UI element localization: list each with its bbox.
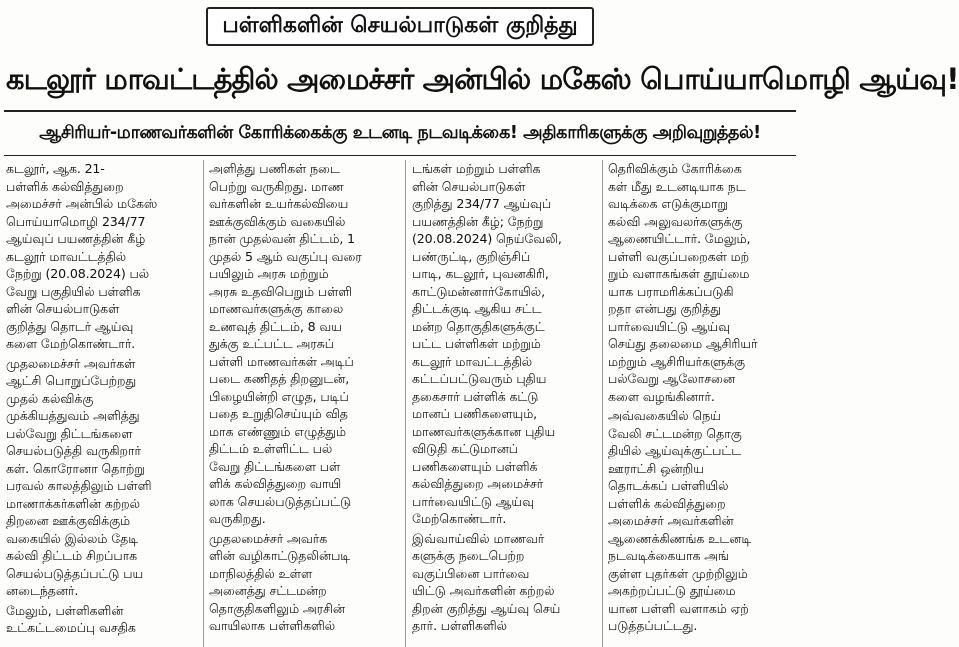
- article-line: குள்ள புதர்கள் முற்றிலும்: [608, 565, 748, 581]
- article-line: பள்ளி மாணவர்கள் அடிப்: [209, 353, 354, 369]
- article-line: உட்கட்டமைப்பு வசதிக: [6, 620, 136, 635]
- kicker-label: பள்ளிகளின் செயல்பாடுகள் குறித்து: [206, 7, 593, 46]
- article-line: றதா என்பது குறித்து: [608, 301, 721, 316]
- article-line: முதலமைச்சர் அவர்க: [209, 530, 328, 546]
- article-line: பதை உறுதிசெய்யும் வித: [209, 406, 348, 421]
- article-line: வேலி சட்டமன்ற தொகு: [608, 425, 742, 441]
- article-line: அவ்வகையில் நெய்: [608, 408, 721, 423]
- article-line: தகைசார் பள்ளிக் கட்டு: [412, 388, 539, 404]
- article-line: கல்வித்துறை அமைச்சர்: [412, 476, 544, 491]
- article-column-1: [6, 160, 194, 647]
- article-line: ளின் செயல்பாடுகள்: [6, 301, 120, 316]
- article-line: பயணத்தின் கீழ்; நேற்று: [412, 213, 544, 229]
- headline: கடலூர் மாவட்டத்தில் அமைச்சர் அன்பில் மகேஸ் பொய்யாமொழி ஆய்வு!: [6, 62, 959, 96]
- kicker-wrap: [0, 7, 800, 46]
- article-line: பல்வேறு திட்டங்களை: [6, 425, 133, 441]
- article-line: பாடி, கடலூர், புவனகிரி,: [412, 266, 549, 281]
- article-line: விடுதி கட்டுமானப்: [412, 441, 519, 456]
- column-divider: [405, 160, 406, 647]
- article-line: வகையில் இல்லம் தேடி: [6, 530, 139, 546]
- article-line: பணிகளையும் பள்ளிக்: [412, 458, 538, 474]
- article-line: கள். கொரோனா தொற்று: [6, 460, 145, 476]
- article-paragraph: [209, 530, 397, 635]
- article-line: ஆணைக்கிணங்க உடனடி: [608, 530, 752, 546]
- article-line: பல்வேறு ஆலோசனை: [608, 371, 736, 386]
- article-line: முதல் கல்விக்கு: [6, 390, 94, 406]
- article-line: கள் மீது உடனடியாக நட: [608, 178, 746, 194]
- article-line: செயல்படுத்தப்பட்டு பய: [6, 565, 144, 581]
- article-line: ஆட்சி பொறுப்பேற்றது: [6, 373, 137, 388]
- article-line: னடைந்தனர்.: [6, 583, 79, 598]
- article-line: குறித்து 234/77 ஆய்வுப்: [412, 196, 552, 211]
- article-line: படுத்தப்பட்டது.: [608, 618, 698, 633]
- article-line: நான் முதல்வன் திட்டம், 1: [209, 231, 355, 246]
- article-line: அளித்து பணிகள் நடை: [209, 161, 340, 176]
- article-line: தியில் ஆய்வுக்குட்பட்ட: [608, 443, 742, 458]
- article-line: மற்றும் ஆசிரியர்களுக்கு: [608, 353, 745, 369]
- article-line: ஆய்வுப் பயணத்தின் கீழ்: [6, 231, 146, 246]
- article-line: திட்டம் உள்ளிட்ட பல்: [209, 441, 333, 456]
- article-line: பரவல் காலத்திலும் பள்ளி: [6, 478, 152, 493]
- article-line: தொடக்கப் பள்ளியில்: [608, 478, 729, 493]
- article-line: வாயிலாக பள்ளிகளில்: [209, 618, 336, 633]
- article-line: களை மேற்கொண்டார்.: [6, 336, 136, 351]
- article-line: மேலும், பள்ளிகளின்: [6, 602, 124, 618]
- article-line: கட்டப்பட்டுவரும் புதிய: [412, 371, 547, 386]
- article-paragraph: [6, 355, 194, 600]
- article-paragraph: [6, 160, 194, 353]
- article-line: பண்ருட்டி, குறிஞ்சிப்: [412, 248, 531, 264]
- article-line: வேறு திட்டங்களை பள்: [209, 458, 341, 474]
- article-line: தெரிவிக்கும் கோரிக்கை: [608, 161, 742, 176]
- article-line: அரசு உதவிபெறும் பள்ளி: [209, 283, 353, 299]
- article-paragraph: [412, 530, 600, 635]
- subheadline: ஆசிரியர்-மாணவர்களின் கோரிக்கைக்கு உடனடி நடவடிக்கை! அதிகாரிகளுக்கு அறிவுறுத்தல்!: [39, 123, 761, 143]
- article-line: திறன் குறித்து ஆய்வு செய்: [412, 600, 561, 616]
- article-line: மன்ற தொகுதிகளுக்குட்: [412, 318, 545, 334]
- article-line: பார்வையிட்டு ஆய்வு: [412, 493, 534, 509]
- article-line: மாணவர்களுக்கான புதிய: [412, 423, 556, 439]
- article-line: ஊராட்சி ஒன்றிய: [608, 460, 704, 476]
- article-line: பள்ளி வகுப்பறைகள் மற்: [608, 248, 750, 264]
- article-line: யாக பராமரிக்கப்படுகி: [608, 283, 734, 299]
- article-line: கடலூர் மாவட்டத்தில்: [412, 353, 533, 369]
- article-line: வருகிறது.: [209, 511, 266, 526]
- article-line: (20.08.2024) நெய்வேலி,: [412, 231, 562, 246]
- article-column-2: [209, 160, 397, 647]
- article-line: செயல்படுத்தி வருகிறார்: [6, 443, 141, 458]
- article-paragraph: [608, 160, 796, 405]
- article-line: யான பள்ளி வளாகம் ஏற்: [608, 600, 749, 616]
- article-line: காட்டுமன்னார்கோயில்,: [412, 283, 545, 299]
- article-line: அமைச்சர் அன்பில் மகேஸ்: [6, 196, 158, 211]
- article-line: உணவுத் திட்டம், 8 வய: [209, 318, 342, 334]
- article-paragraph: [209, 160, 397, 528]
- article-line: அமைச்சர் அவர்களின்: [608, 513, 734, 528]
- article-line: பள்ளிக் கல்வித்துறை: [6, 178, 124, 194]
- article-line: முதல் 5 ஆம் வகுப்பு வரை: [209, 248, 362, 264]
- article-line: பட்ட பள்ளிகள் மற்றும்: [412, 336, 541, 351]
- article-line: றும் வளாகங்கள் தூய்மை: [608, 266, 750, 281]
- article-line: திட்டக்குடி ஆகிய சட்ட: [412, 301, 542, 316]
- article-line: கல்வி அலுவலர்களுக்கு: [608, 213, 743, 229]
- article-line: அகற்றப்பட்டு தூய்மை: [608, 583, 736, 598]
- subheadline-divider: [4, 155, 796, 156]
- article-line: மாணாக்கர்களின் கற்றல்: [6, 495, 140, 511]
- article-line: ளின் செயல்பாடுகள்: [412, 178, 526, 194]
- article-line: கல்வி திட்டம் சிறப்பாக: [6, 548, 138, 563]
- article-line: வர்களின் உயர்கல்வியை: [209, 196, 349, 211]
- article-line: குறித்து தொடர் ஆய்வு: [6, 318, 134, 334]
- article-line: மேற்கொண்டார்.: [412, 511, 507, 526]
- headline-divider: [4, 110, 796, 112]
- article-line: வகுப்பினை பார்வை: [412, 565, 530, 581]
- article-paragraph: [6, 602, 194, 637]
- article-line: பொய்யாமொழி 234/77: [6, 213, 146, 229]
- article-line: பள்ளிக் கல்வித்துறை: [608, 495, 726, 511]
- article-line: முதலமைச்சர் அவர்கள்: [6, 355, 136, 371]
- article-line: நேற்று (20.08.2024) பல்: [6, 266, 150, 281]
- article-line: மாக எண்ணும் எழுத்தும்: [209, 423, 347, 439]
- article-line: நடவடிக்கையாக அங்: [608, 548, 730, 563]
- column-divider: [203, 160, 204, 647]
- article-line: முக்கியத்துவம் அளித்து: [6, 408, 140, 423]
- article-line: களுக்கு நடைபெற்ற: [412, 548, 525, 563]
- article-line: பிழையின்றி எழுத, படிப்: [209, 388, 349, 404]
- article-line: வடிக்கை எடுக்குமாறு: [608, 196, 728, 211]
- column-divider: [602, 160, 603, 647]
- article-line: இவ்வாய்வில் மாணவர்: [412, 530, 545, 546]
- article-line: மாணவர்களுக்கு காலை: [209, 301, 344, 316]
- article-line: தொகுதிகளிலும் அரசின்: [209, 600, 345, 616]
- article-line: துக்கு உட்பட்ட அரசுப்: [209, 336, 334, 351]
- article-line: செய்து தலைமை ஆசிரியர்: [608, 336, 758, 351]
- article-line: ளிக் கல்வித்துறை வாயி: [209, 476, 342, 491]
- article-line: டங்கள் மற்றும் பள்ளிக: [412, 161, 541, 176]
- article-column-3: [412, 160, 600, 647]
- article-line: திறனை ஊக்குவிக்கும்: [6, 513, 131, 528]
- article-line: யிட்டு அவர்களின் கற்றல்: [412, 583, 555, 598]
- article-line: படை கணிதத் திறனுடன்,: [209, 371, 350, 386]
- article-line: ஊக்குவிக்கும் வகையில்: [209, 213, 346, 229]
- article-line: மானப் பணிகளையும்,: [412, 406, 538, 421]
- article-line: மாநிலத்தில் உள்ள: [209, 565, 313, 581]
- article-line: அனைத்து சட்டமன்ற: [209, 583, 327, 598]
- article-line: கடலூர் மாவட்டத்தில்: [6, 248, 127, 264]
- article-paragraph: [412, 160, 600, 528]
- article-paragraph: [608, 407, 796, 635]
- article-line: பெற்று வருகிறது. மாண: [209, 178, 344, 194]
- article-line: கடலூர், ஆக. 21-: [6, 161, 105, 176]
- article-line: தார். பள்ளிகளில்: [412, 618, 507, 633]
- article-line: பார்வையிட்டு ஆய்வு: [608, 318, 730, 334]
- article-line: பயிலும் அரசு மற்றும்: [209, 266, 329, 281]
- article-line: ஆணையிட்டார். மேலும்,: [608, 231, 751, 246]
- article-line: வேறு பகுதியில் பள்ளிக: [6, 283, 141, 299]
- article-line: களை வழங்கினார்.: [608, 388, 715, 404]
- article-line: ளின் வழிகாட்டுதலின்படி: [209, 548, 351, 563]
- article-column-4: [608, 160, 796, 647]
- article-line: லாக செயல்படுத்தப்பட்டு: [209, 493, 352, 509]
